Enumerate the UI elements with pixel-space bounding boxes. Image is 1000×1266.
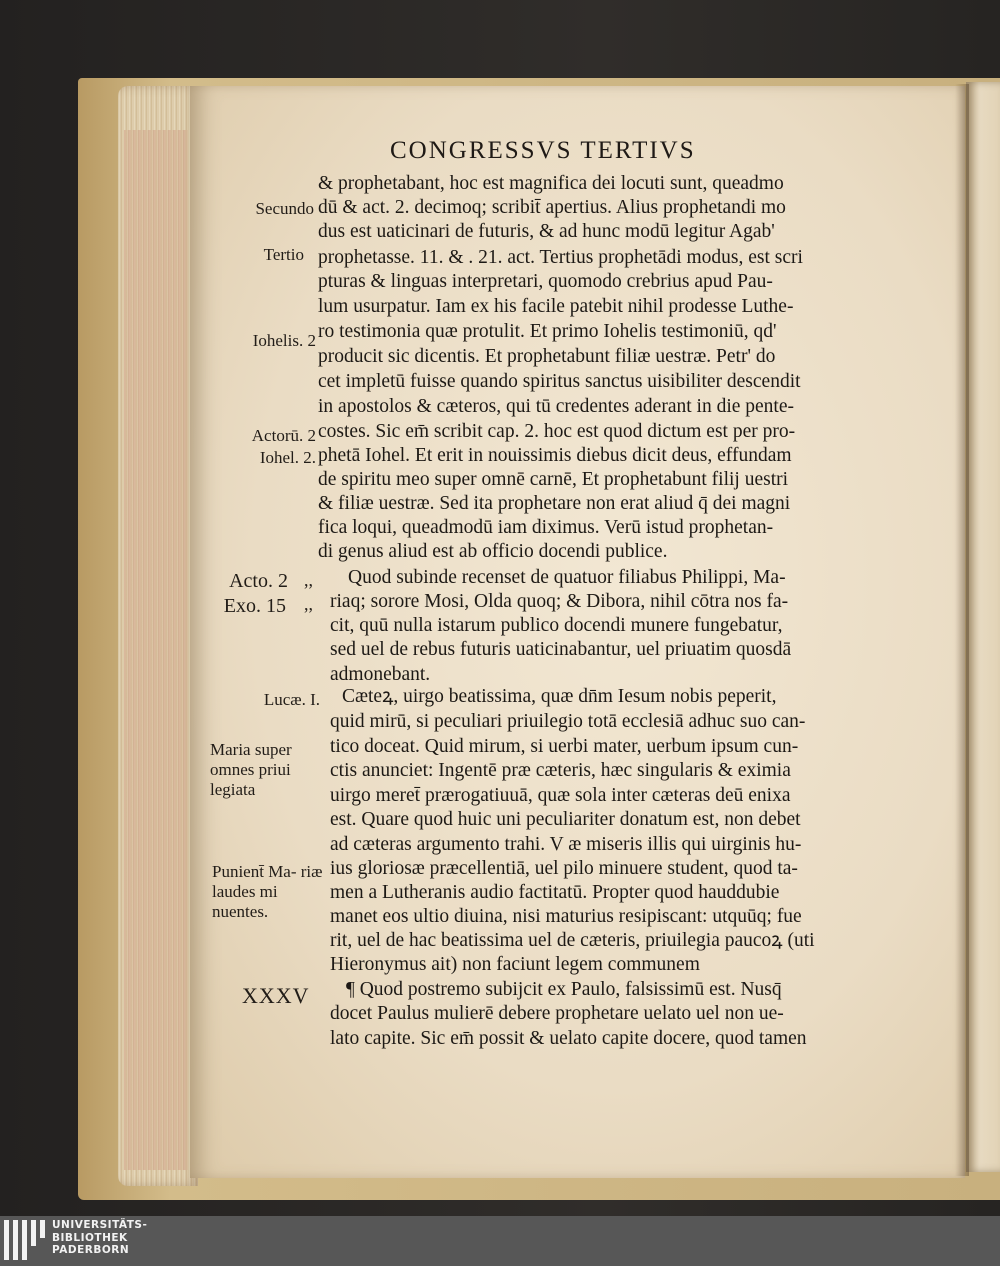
margin-note-punient: Punient̄ Ma- riæ laudes mi nuentes.	[212, 862, 323, 921]
text-line: sed uel de rebus futuris uaticinabantur, uel priuatim quosdā	[330, 639, 792, 660]
quote-mark: ,,	[304, 570, 313, 590]
library-name-line: PADERBORN	[52, 1244, 130, 1256]
text-line: admonebant.	[330, 664, 431, 685]
text-line: dus est uaticinari de futuris, & ad hunc modū legitur Agab'	[318, 221, 775, 242]
text-line: di genus aliud est ab officio docendi publice.	[318, 541, 668, 562]
text-line: prophetasse. 11. & . 21. act. Tertius prophetādi modus, est scri	[318, 247, 803, 268]
text-line: costes. Sic em̄ scribit cap. 2. hoc est quod dictum est per pro-	[318, 421, 796, 442]
text-line: pturas & linguas interpretari, quomodo crebrius apud Pau-	[318, 271, 773, 292]
text-line: cit, quū nulla istarum publico docendi munere fungebatur,	[330, 615, 783, 636]
text-line: in apostolos & cæteros, qui tū credentes aderant in die pente-	[318, 396, 794, 417]
margin-note-tertio: Tertio	[263, 245, 304, 264]
text-line: uirgo meret̄ prærogatiuuā, quæ sola inter cæteras deū enixa	[330, 785, 791, 806]
text-line: quid mirū, si peculiari priuilegio totā ecclesiā adhuc suo can-	[330, 711, 806, 732]
margin-note-acto: Acto. 2	[229, 570, 288, 592]
margin-note-maria: Maria super omnes priui legiata	[210, 740, 292, 799]
text-line: ¶ Quod postremo subijcit ex Paulo, falsissimū est. Nusq̄	[346, 979, 782, 1000]
text-line: tico doceat. Quid mirum, si uerbi mater, uerbum ipsum cun-	[330, 736, 799, 757]
margin-note-lucae: Lucæ. I.	[263, 690, 320, 709]
text-line: producit sic dicentis. Et prophetabunt filiæ uestræ. Petr' do	[318, 346, 776, 367]
text-line: docet Paulus mulierē debere prophetare uelato uel non ue-	[330, 1003, 784, 1024]
page-header: CONGRESSVS TERTIVS	[390, 137, 696, 164]
text-line: ad cæteras argumento trahi. V æ miseris illis qui uirginis hu-	[330, 834, 802, 855]
text-line: & prophetabant, hoc est magnifica dei locuti sunt, queadmo	[318, 173, 784, 194]
margin-note-exo: Exo. 15	[223, 595, 286, 617]
library-footer	[0, 1216, 1000, 1266]
margin-note-section-number: XXXV	[242, 983, 310, 1008]
facing-page-edge	[966, 82, 1000, 1172]
text-line: lum usurpatur. Iam ex his facile patebit nihil prodesse Luthe-	[318, 296, 794, 317]
page-edges-tint	[124, 130, 188, 1170]
text-line: & filiæ uestræ. Sed ita prophetare non erat aliud q̄ dei magni	[318, 493, 791, 514]
margin-note-iohel: Iohel. 2.	[259, 448, 316, 467]
gutter-shadow	[955, 84, 969, 1176]
margin-note-secundo: Secundo	[255, 199, 314, 218]
text-line: ctis anunciet: Ingentē præ cæteris, hæc singularis & eximia	[330, 760, 791, 781]
text-line: est. Quare quod huic uni peculiariter donatum est, non debet	[330, 809, 801, 830]
library-name-line: UNIVERSITÄTS-	[52, 1219, 148, 1231]
text-line: cet impletū fuisse quando spiritus sanctus uisibiliter descendit	[318, 371, 801, 392]
library-logo-icon	[4, 1220, 46, 1260]
quote-mark: ,,	[304, 594, 313, 614]
margin-note-iohelis: Iohelis. 2	[252, 331, 316, 350]
text-line: Hieronymus ait) non faciunt legem communem	[330, 954, 700, 975]
text-line: fica loqui, queadmodū iam diximus. Verū istud prophetan-	[318, 517, 774, 538]
text-line: dū & act. 2. decimoq; scribit̄ apertius. Alius prophetandi mo	[318, 197, 786, 218]
text-line: lato capite. Sic em̄ possit & uelato capite docere, quod tamen	[330, 1028, 807, 1049]
library-name	[52, 1219, 147, 1257]
text-line: ius gloriosæ præcellentiā, uel pilo minuere student, quod ta-	[330, 858, 798, 879]
text-line: manet eos ultio diuina, nisi maturius resipiscant: utquūq; fue	[330, 906, 802, 927]
text-line: riaq; sorore Mosi, Olda quoq; & Dibora, nihil cōtra nos fa-	[330, 591, 789, 612]
text-line: phetā Iohel. Et erit in nouissimis diebus dicit deus, effundam	[318, 445, 792, 466]
text-line: Cæteꝝ, uirgo beatissima, quæ dn̄m Iesum nobis peperit,	[342, 686, 777, 707]
text-line: men a Lutheranis audio factitatū. Propter quod hauddubie	[330, 882, 780, 903]
margin-note-actoru: Actorū. 2	[251, 426, 316, 445]
text-line: de spiritu meo super omnē carnē, Et prophetabunt filij uestri	[318, 469, 789, 490]
library-name-line: BIBLIOTHEK	[52, 1231, 128, 1244]
text-line: ro testimonia quæ protulit. Et primo Iohelis testimoniū, qd'	[318, 321, 777, 342]
text-line: rit, uel de hac beatissima uel de cæteris, priuilegia paucoꝝ (uti	[330, 930, 815, 951]
text-line: Quod subinde recenset de quatuor filiabus Philippi, Ma-	[348, 567, 786, 588]
